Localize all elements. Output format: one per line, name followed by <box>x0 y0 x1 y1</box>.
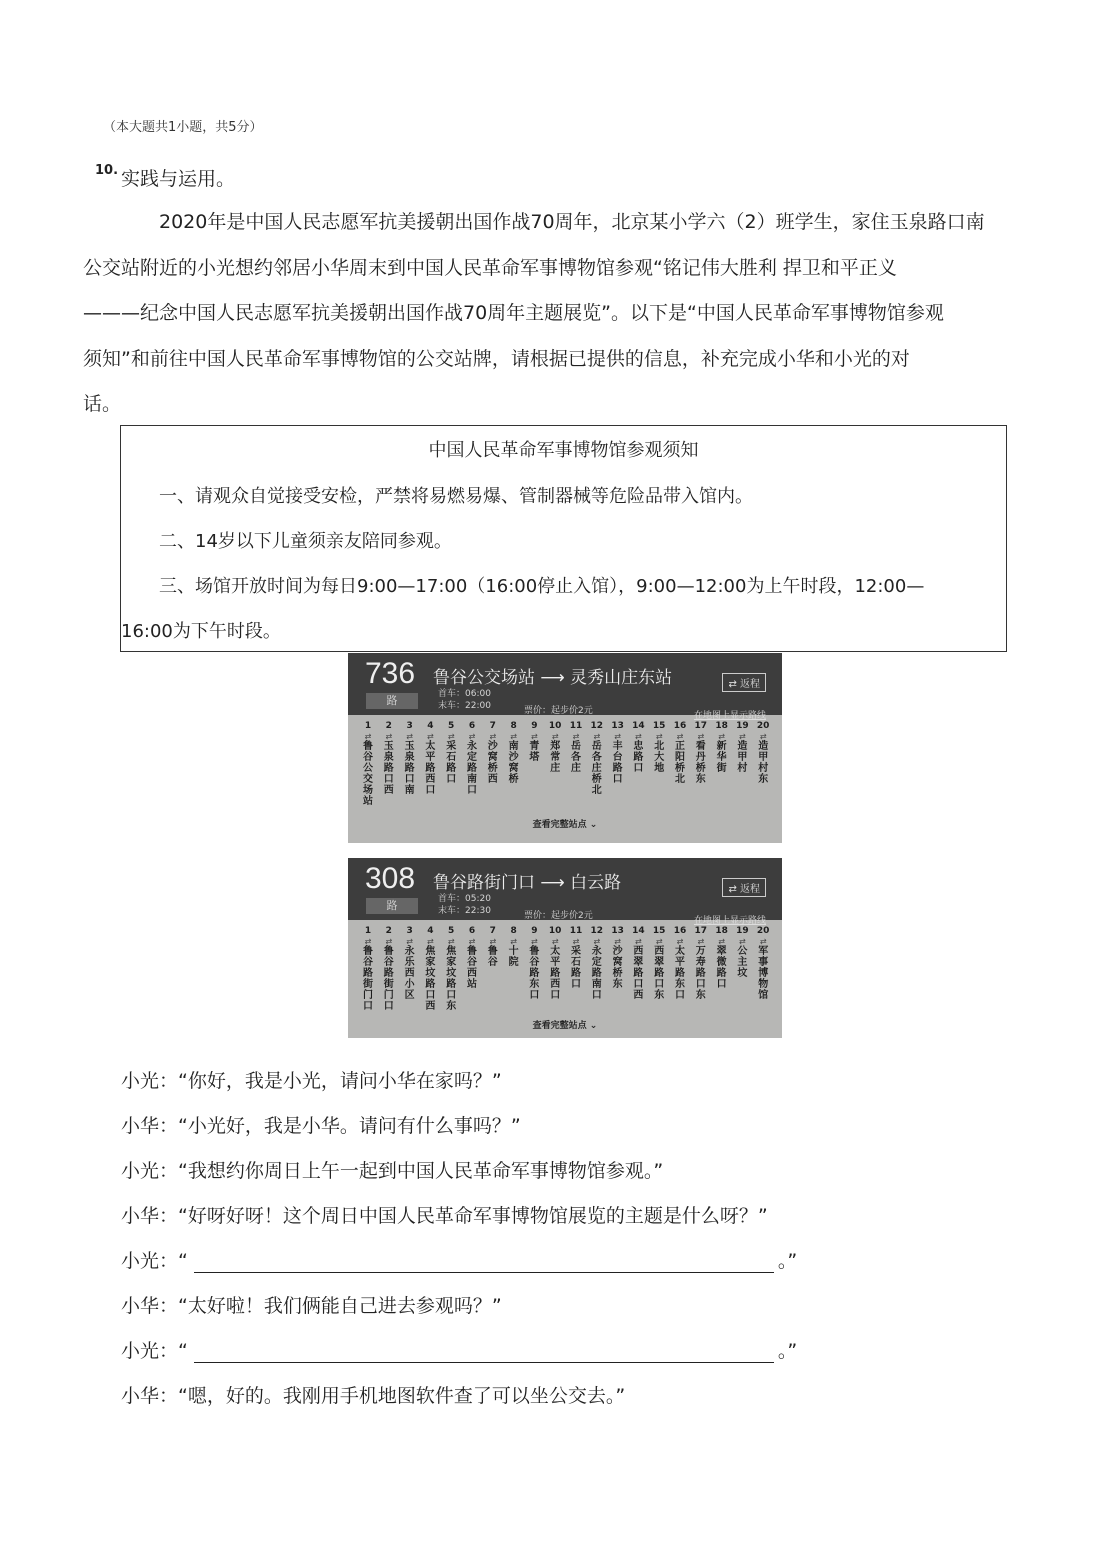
intro-line: 公交站附近的小光想约邻居小华周末到中国人民革命军事博物馆参观“铭记伟大胜利 捍卫和平正义 <box>83 256 897 279</box>
two-way-arrow-icon: ⇄ <box>614 937 621 946</box>
two-way-arrow-icon: ⇄ <box>489 937 497 946</box>
view-all-stops: 查看完整站点 ⌄ <box>532 820 598 830</box>
two-way-arrow-icon: ⇄ <box>655 732 663 741</box>
stop-name: 采石路口 <box>571 946 581 990</box>
bus-stop <box>649 926 669 1001</box>
stop-name: 太平路西口 <box>550 946 561 1001</box>
two-way-arrow-icon: ⇄ <box>572 937 580 946</box>
two-way-arrow-icon: ⇄ <box>406 937 413 946</box>
stop-name: 翠微路口 <box>716 946 727 990</box>
two-way-arrow-icon: ⇄ <box>447 937 455 946</box>
two-way-arrow-icon: ⇄ <box>385 937 393 946</box>
question-number: 10. <box>95 163 119 178</box>
stop-name: 沙窝桥西 <box>487 741 498 785</box>
stop-name: 永乐西小区 <box>404 946 415 1001</box>
stop-list <box>358 926 768 1016</box>
two-way-arrow-icon: ⇄ <box>447 732 455 741</box>
stop-number: 20 <box>756 926 770 936</box>
bus-stop <box>628 721 648 774</box>
two-way-arrow-icon: ⇄ <box>510 732 517 741</box>
two-way-arrow-icon: ⇄ <box>676 732 684 741</box>
answer-blank-theme[interactable] <box>194 1252 774 1273</box>
speaker: 小光： <box>121 1250 179 1272</box>
open-quote: “ <box>178 1340 188 1362</box>
two-way-arrow-icon: ⇄ <box>364 732 372 741</box>
intro-line: 话。 <box>83 393 122 416</box>
stop-name: 太平路西口 <box>425 741 436 796</box>
stop-number: 12 <box>590 721 604 731</box>
two-way-arrow-icon: ⇄ <box>510 937 517 946</box>
stop-number: 12 <box>590 926 604 936</box>
notice-title: 中国人民革命军事博物馆参观须知 <box>428 440 699 461</box>
stop-number: 9 <box>531 721 538 731</box>
close-quote: 。” <box>777 1340 798 1362</box>
bus-stop <box>358 721 378 807</box>
stop-number: 8 <box>510 926 517 936</box>
stop-number: 18 <box>715 926 728 936</box>
return-button: ⇄ 返程 <box>722 878 766 897</box>
bus-stop <box>670 721 690 785</box>
stop-number: 20 <box>756 721 770 731</box>
stop-number: 10 <box>548 926 562 936</box>
speaker: 小华： <box>121 1205 179 1227</box>
dialogue-line <box>121 1111 521 1138</box>
stop-name: 看丹桥东 <box>695 741 706 785</box>
stop-number: 17 <box>694 926 708 936</box>
stop-number: 3 <box>406 721 413 731</box>
map-link: 在地图上显示路线 <box>693 916 766 926</box>
stop-number: 5 <box>448 721 455 731</box>
route-tag: 路 <box>366 693 418 709</box>
first-bus: 首车：06:00 <box>438 689 491 699</box>
route-tag: 路 <box>366 898 418 914</box>
bus-stop <box>483 721 503 785</box>
last-bus: 末车：22:00 <box>438 701 491 711</box>
bus-stop <box>504 721 524 785</box>
two-way-arrow-icon: ⇄ <box>759 732 767 741</box>
two-way-arrow-icon: ⇄ <box>531 732 538 741</box>
stop-number: 11 <box>569 926 583 936</box>
bus-number: 736 <box>365 657 416 690</box>
bus-stop <box>400 926 420 1001</box>
stop-number: 10 <box>548 721 562 731</box>
stop-number: 19 <box>736 721 749 731</box>
stop-name: 丰台路口 <box>612 741 623 785</box>
last-bus: 末车：22:30 <box>438 906 491 916</box>
speaker: 小华： <box>121 1385 179 1407</box>
two-way-arrow-icon: ⇄ <box>468 937 476 946</box>
stop-number: 15 <box>652 926 666 936</box>
stop-number: 7 <box>489 926 496 936</box>
bus-stop <box>379 926 399 1012</box>
bus-stop <box>545 721 565 774</box>
dialogue-line <box>121 1156 663 1183</box>
stop-list <box>358 721 768 811</box>
stop-name: 焦家坟路口东 <box>446 946 457 1012</box>
bus-stop <box>712 926 732 990</box>
bus-stop <box>504 926 524 968</box>
two-way-arrow-icon: ⇄ <box>697 937 705 946</box>
speaker: 小华： <box>121 1115 179 1137</box>
sign-header <box>348 653 782 715</box>
bus-stop <box>420 721 440 796</box>
route-direction: 鲁谷公交场站 ⟶ 灵秀山庄东站 <box>433 668 673 688</box>
bus-stop <box>524 721 544 763</box>
stop-number: 6 <box>468 721 476 731</box>
stop-name: 军事博物馆 <box>758 946 769 1001</box>
intro-line: ———纪念中国人民志愿军抗美援朝出国作战70周年主题展览”。以下是“中国人民革命军事博物馆参观 <box>83 302 944 325</box>
notice-item: 一、请观众自觉接受安检，严禁将易燃易爆、管制器械等危险品带入馆内。 <box>159 486 753 507</box>
bus-stop <box>441 721 461 785</box>
notice-item: 二、14岁以下儿童须亲友陪同参观。 <box>159 531 452 552</box>
service-times <box>438 893 491 917</box>
stop-name: 焦家坟路口西 <box>425 946 436 1012</box>
bus-stop <box>462 926 482 990</box>
two-way-arrow-icon: ⇄ <box>489 732 497 741</box>
bus-stop <box>379 721 399 796</box>
bus-stop <box>420 926 440 1012</box>
bus-stop <box>462 721 482 796</box>
bus-stop <box>732 926 752 979</box>
two-way-arrow-icon: ⇄ <box>635 937 642 946</box>
bus-stop <box>400 721 420 796</box>
close-quote: 。” <box>777 1250 798 1272</box>
bus-stop <box>649 721 669 774</box>
two-way-arrow-icon: ⇄ <box>551 937 559 946</box>
two-way-arrow-icon: ⇄ <box>718 732 725 741</box>
stop-number: 16 <box>673 721 687 731</box>
two-way-arrow-icon: ⇄ <box>655 937 663 946</box>
stop-name: 玉泉路口西 <box>383 741 394 796</box>
stop-name: 造甲村东 <box>758 741 769 785</box>
bus-stop <box>358 926 378 1012</box>
stop-name: 鲁谷公交场站 <box>363 741 373 807</box>
stop-number: 9 <box>531 926 538 936</box>
stop-number: 3 <box>406 926 413 936</box>
bus-sign-308 <box>348 858 782 1038</box>
stop-number: 14 <box>632 721 645 731</box>
stop-number: 13 <box>611 926 624 936</box>
stop-number: 17 <box>694 721 708 731</box>
question-title: 实践与运用。 <box>121 168 236 190</box>
stop-number: 8 <box>510 721 517 731</box>
intro-line: 2020年是中国人民志愿军抗美援朝出国作战70周年，北京某小学六（2）班学生，家住玉泉路口南 <box>159 211 985 233</box>
two-way-arrow-icon: ⇄ <box>385 732 393 741</box>
first-bus: 首车：05:20 <box>438 894 491 904</box>
dialogue-line <box>121 1291 502 1318</box>
bus-stop <box>587 926 607 1001</box>
two-way-arrow-icon: ⇄ <box>635 732 642 741</box>
dialogue-line <box>121 1066 502 1093</box>
stop-number: 4 <box>427 926 434 936</box>
stop-name: 岳各庄 <box>571 741 581 774</box>
stop-number: 14 <box>632 926 645 936</box>
view-all-stops: 查看完整站点 ⌄ <box>532 1021 598 1031</box>
stop-name: 造甲村 <box>737 741 748 774</box>
two-way-arrow-icon: ⇄ <box>531 937 538 946</box>
stop-number: 1 <box>364 926 372 936</box>
notice-item-continuation: 16:00为下午时段。 <box>121 621 281 642</box>
stop-name: 十院 <box>508 946 519 968</box>
answer-blank-entry[interactable] <box>194 1342 774 1363</box>
stop-number: 16 <box>673 926 687 936</box>
bus-stop <box>628 926 648 1001</box>
open-quote: “ <box>178 1250 188 1272</box>
bus-stop <box>441 926 461 1012</box>
stop-name: 西翠路口西 <box>633 946 644 1001</box>
stop-number: 6 <box>468 926 476 936</box>
bus-stop <box>608 721 628 785</box>
stop-name: 永定路南口 <box>591 946 602 1001</box>
two-way-arrow-icon: ⇄ <box>759 937 767 946</box>
two-way-arrow-icon: ⇄ <box>697 732 705 741</box>
stop-name: 新华街 <box>716 741 727 774</box>
stop-name: 岳各庄桥北 <box>591 741 602 796</box>
utterance: “你好，我是小光，请问小华在家吗？” <box>178 1070 502 1092</box>
stop-number: 19 <box>736 926 749 936</box>
dialogue-line <box>121 1336 797 1363</box>
intro-line: 须知”和前往中国人民革命军事博物馆的公交站牌，请根据已提供的信息，补充完成小华和小光的对 <box>83 347 910 370</box>
dialogue-line <box>121 1246 797 1273</box>
two-way-arrow-icon: ⇄ <box>718 937 725 946</box>
route-direction: 鲁谷路街门口 ⟶ 白云路 <box>433 873 622 893</box>
stop-name: 玉泉路口南 <box>404 741 415 796</box>
sign-header <box>348 858 782 920</box>
two-way-arrow-icon: ⇄ <box>739 937 746 946</box>
two-way-arrow-icon: ⇄ <box>739 732 746 741</box>
fare: 票价：起步价2元 <box>524 706 593 716</box>
bus-stop <box>753 926 773 1001</box>
map-link: 在地图上显示路线 <box>693 711 766 721</box>
two-way-arrow-icon: ⇄ <box>676 937 684 946</box>
two-way-arrow-icon: ⇄ <box>614 732 621 741</box>
stop-name: 永定路南口 <box>467 741 477 796</box>
stop-name: 沙窝桥东 <box>612 946 623 990</box>
two-way-arrow-icon: ⇄ <box>406 732 413 741</box>
stop-number: 18 <box>715 721 728 731</box>
stop-name: 青塔 <box>529 741 540 763</box>
dialogue-line <box>121 1381 625 1408</box>
speaker: 小光： <box>121 1070 179 1092</box>
bus-stop <box>670 926 690 1001</box>
stop-name: 西翠路口东 <box>654 946 665 1001</box>
stop-name: 南沙窝桥 <box>508 741 519 785</box>
stop-name: 鲁谷路街门口 <box>363 946 373 1012</box>
stop-name: 鲁谷路街门口 <box>383 946 394 1012</box>
two-way-arrow-icon: ⇄ <box>551 732 559 741</box>
stop-number: 1 <box>364 721 372 731</box>
two-way-arrow-icon: ⇄ <box>427 937 434 946</box>
two-way-arrow-icon: ⇄ <box>593 937 601 946</box>
stop-name: 正阳桥北 <box>675 741 685 785</box>
stop-number: 15 <box>652 721 666 731</box>
stop-number: 5 <box>448 926 455 936</box>
stop-number: 7 <box>489 721 496 731</box>
visitor-notice-box <box>120 425 1007 652</box>
bus-stop <box>691 926 711 1001</box>
bus-number: 308 <box>365 862 416 895</box>
bus-stop <box>545 926 565 1001</box>
utterance: “嗯，好的。我刚用手机地图软件查了可以坐公交去。” <box>178 1385 626 1407</box>
stop-name: 鲁谷路东口 <box>529 946 540 1001</box>
stop-name: 鲁谷西站 <box>467 946 477 990</box>
bus-stop <box>691 721 711 785</box>
bus-stop <box>566 926 586 990</box>
stop-name: 北大地 <box>654 741 665 774</box>
stop-name: 万寿路口东 <box>695 946 706 1001</box>
two-way-arrow-icon: ⇄ <box>468 732 476 741</box>
two-way-arrow-icon: ⇄ <box>593 732 601 741</box>
notice-item: 三、场馆开放时间为每日9:00—17:00（16:00停止入馆），9:00—12:00为上午时段，12:00— <box>159 576 925 597</box>
utterance: “太好啦！我们俩能自己进去参观吗？” <box>178 1295 502 1317</box>
bus-stop <box>483 926 503 968</box>
bus-stop <box>753 721 773 785</box>
stop-number: 11 <box>569 721 583 731</box>
stop-name: 采石路口 <box>446 741 457 785</box>
speaker: 小光： <box>121 1340 179 1362</box>
return-button: ⇄ 返程 <box>722 673 766 692</box>
bus-stop <box>608 926 628 990</box>
stop-number: 2 <box>385 926 392 936</box>
utterance: “好呀好呀！这个周日中国人民革命军事博物馆展览的主题是什么呀？” <box>178 1205 768 1227</box>
bus-stop <box>587 721 607 796</box>
fare: 票价：起步价2元 <box>524 911 593 921</box>
question-intro <box>83 200 1013 428</box>
speaker: 小华： <box>121 1295 179 1317</box>
two-way-arrow-icon: ⇄ <box>572 732 580 741</box>
stop-name: 鲁谷 <box>487 946 498 968</box>
bus-stop <box>712 721 732 774</box>
stop-number: 13 <box>611 721 624 731</box>
stop-name: 忠路口 <box>633 741 644 774</box>
stop-name: 公主坟 <box>737 946 748 979</box>
stop-name: 郑常庄 <box>550 741 561 774</box>
bus-stop <box>566 721 586 774</box>
utterance: “我想约你周日上午一起到中国人民革命军事博物馆参观。” <box>178 1160 664 1182</box>
two-way-arrow-icon: ⇄ <box>364 937 372 946</box>
bus-stop <box>732 721 752 774</box>
stop-number: 4 <box>427 721 434 731</box>
bus-sign-736 <box>348 653 782 843</box>
stop-number: 2 <box>385 721 392 731</box>
dialogue-line <box>121 1201 768 1228</box>
utterance: “小光好，我是小华。请问有什么事吗？” <box>178 1115 521 1137</box>
service-times <box>438 688 491 712</box>
stop-name: 太平路东口 <box>675 946 685 1001</box>
speaker: 小光： <box>121 1160 179 1182</box>
two-way-arrow-icon: ⇄ <box>427 732 434 741</box>
bus-stop <box>524 926 544 1001</box>
section-note: （本大题共1小题，共5分） <box>103 120 263 135</box>
